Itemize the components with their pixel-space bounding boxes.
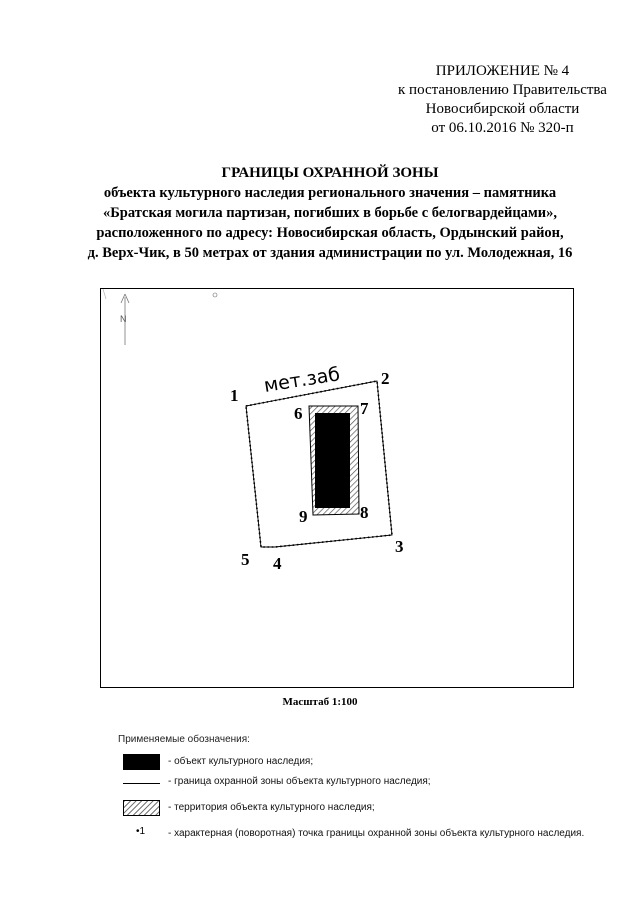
north-arrow-icon — [120, 294, 129, 345]
legend — [118, 734, 618, 839]
legend-item-object — [118, 754, 618, 774]
point-label-3: 3 — [395, 537, 404, 556]
hatch-icon — [123, 800, 160, 816]
point-label-6: 6 — [294, 404, 303, 423]
appendix-number: ПРИЛОЖЕНИЕ № 4 — [435, 63, 570, 79]
legend-heading: Применяемые обозначения: — [118, 734, 250, 745]
point-label-5: 5 — [241, 550, 250, 569]
point-label-4: 4 — [273, 554, 282, 573]
black-rect-icon — [123, 754, 160, 770]
legend-item-territory — [118, 800, 618, 820]
map-scale: Масштаб 1:100 — [282, 696, 358, 708]
map-drawing — [101, 289, 573, 687]
appendix-header — [380, 62, 625, 138]
document-title-block — [60, 163, 600, 263]
appendix-region-line: Новосибирской области — [425, 101, 580, 117]
small-circle-mark — [213, 293, 217, 297]
point-label-9: 9 — [299, 507, 308, 526]
title-line-2: «Братская могила партизан, погибших в борьбе с белогвардейцами», — [102, 205, 558, 221]
appendix-date-line: от 06.10.2016 № 320-п — [431, 120, 574, 136]
point-label-8: 8 — [360, 503, 369, 522]
corner-mark — [103, 289, 106, 299]
north-label: N — [120, 314, 127, 324]
legend-item-text: - объект культурного наследия; — [168, 756, 314, 767]
legend-item-text: - граница охранной зоны объекта культурного наследия; — [168, 776, 431, 787]
legend-item-boundary — [118, 774, 618, 794]
point-label-2: 2 — [381, 369, 390, 388]
title-line-1: объекта культурного наследия регионального значения – памятника — [103, 185, 557, 201]
point-label-7: 7 — [360, 399, 369, 418]
title-line-4: д. Верх-Чик, в 50 метрах от здания администрации по ул. Молодежная, 16 — [87, 245, 573, 261]
fence-label: мет.заб — [262, 363, 342, 397]
point-label-1: 1 — [230, 386, 239, 405]
appendix-resolution-line: к постановлению Правительства — [398, 82, 607, 98]
point-marker-icon: •1 — [136, 826, 146, 837]
legend-item-point — [118, 826, 618, 846]
title-line-3: расположенного по адресу: Новосибирская область, Ордынский район, — [96, 225, 564, 241]
heritage-object — [315, 413, 350, 508]
boundary-map — [100, 288, 574, 688]
document-title: ГРАНИЦЫ ОХРАННОЙ ЗОНЫ — [221, 165, 439, 181]
legend-item-text: - характерная (поворотная) точка границы охранной зоны объекта культурного наследия. — [168, 828, 585, 839]
legend-item-text: - территория объекта культурного наследия; — [168, 802, 375, 813]
line-icon — [123, 783, 160, 784]
